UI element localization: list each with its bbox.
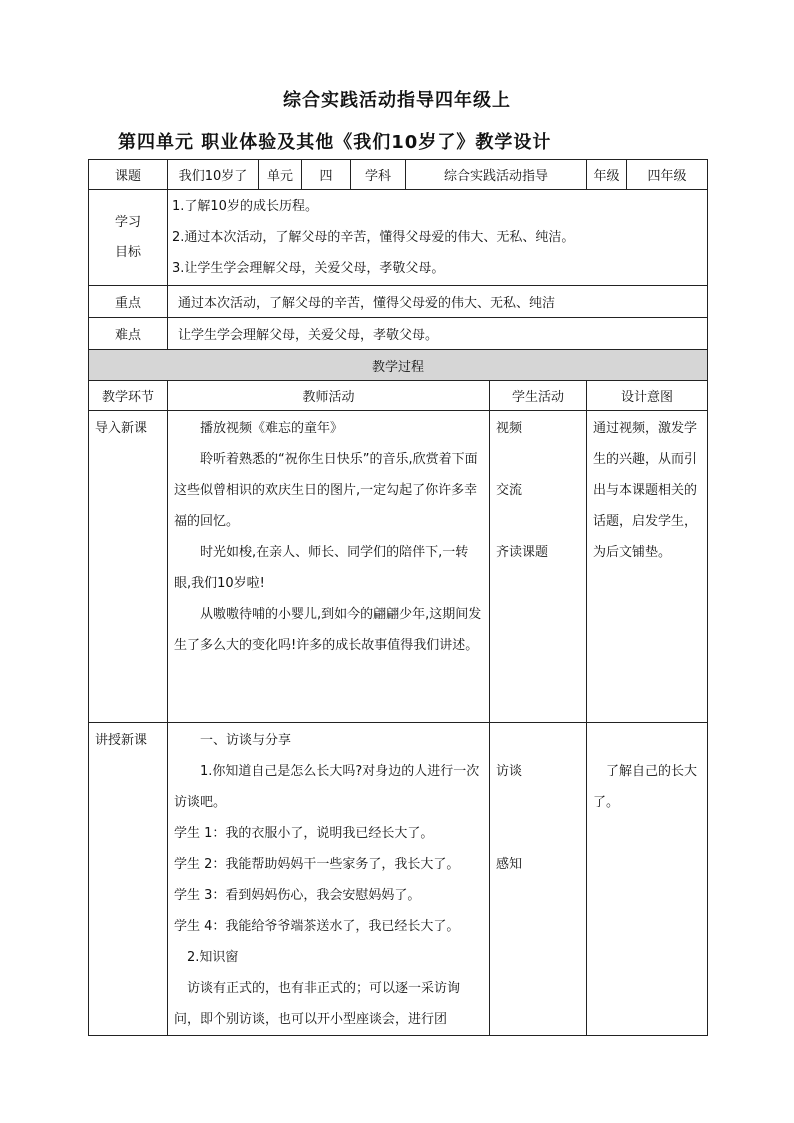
new-student-item: 感知 [496,857,523,872]
new-student-item: 访谈 [496,764,523,779]
intro-stage: 导入新课 [89,411,168,723]
intro-student-item: 交流 [496,483,523,498]
new-teacher-line: 一、访谈与分享 [200,733,292,748]
process-header: 教学过程 [89,350,708,381]
subject-label: 学科 [351,160,406,190]
goal-item: 1.了解10岁的成长历程。 [172,199,318,214]
intro-teacher-line: 聆听着熟悉的“祝你生日快乐”的音乐,欣赏着下面这些似曾相识的欢庆生日的图片,一定勾起了你许多幸福的回忆。 [174,452,478,529]
key-point-row [89,286,708,318]
intro-student [490,411,587,723]
new-student [490,723,587,1036]
new-teacher-line: 2.知识窗 [187,950,239,965]
topic-value: 我们10岁了 [168,160,259,190]
new-intent [587,723,708,1036]
unit-label: 单元 [259,160,302,190]
intro-teacher-line: 时光如梭,在亲人、师长、同学们的陪伴下,一转眼,我们10岁啦! [174,545,469,591]
new-teacher-line: 访谈有正式的，也有非正式的；可以逐一采访询问，即个别访谈，也可以开小型座谈会，进行团 [174,981,461,1027]
goals-label-line2: 目标 [114,244,141,260]
unit-value: 四 [302,160,351,190]
intro-student-item: 齐读课题 [496,545,549,560]
document-title: 综合实践活动指导四年级上 [283,90,511,111]
goal-item: 3.让学生学会理解父母，关爱父母，孝敬父母。 [172,261,445,276]
difficulty-label: 难点 [89,318,168,350]
subject-value: 综合实践活动指导 [406,160,587,190]
goals-label [89,190,168,286]
column-intent: 设计意图 [587,381,708,411]
new-teacher-line: 1.你知道自己是怎么长大吗?对身边的人进行一次访谈吧。 [174,764,480,810]
new-teacher-line: 学生 2：我能帮助妈妈干一些家务了，我长大了。 [174,857,460,872]
process-header-row [89,350,708,381]
key-point-text: 通过本次活动，了解父母的辛苦，懂得父母爱的伟大、无私、纯洁 [168,286,708,318]
new-teacher-line: 学生 3：看到妈妈伤心，我会安慰妈妈了。 [174,888,421,903]
document-subtitle: 第四单元 职业体验及其他《我们10岁了》教学设计 [118,132,552,153]
difficulty-text: 让学生学会理解父母，关爱父母，孝敬父母。 [168,318,708,350]
process-columns-row [89,381,708,411]
new-teacher-line: 学生 4：我能给爷爷端茶送水了，我已经长大了。 [174,919,460,934]
new-teacher-line: 学生 1：我的衣服小了，说明我已经长大了。 [174,826,434,841]
intro-teacher [168,411,490,723]
goal-item: 2.通过本次活动，了解父母的辛苦，懂得父母爱的伟大、无私、纯洁。 [172,230,575,245]
key-point-label: 重点 [89,286,168,318]
column-student: 学生活动 [490,381,587,411]
difficulty-row [89,318,708,350]
intro-teacher-line: 播放视频《难忘的童年》 [200,421,344,436]
new-intent-text: 了解自己的长大了。 [593,764,698,810]
intro-intent [587,411,708,723]
new-lesson-row [89,723,708,1036]
goals-list [168,190,708,286]
info-row [89,160,708,190]
grade-value: 四年级 [627,160,708,190]
goals-label-line1: 学习 [114,214,141,230]
intro-teacher-line: 从嗷嗷待哺的小婴儿,到如今的翩翩少年,这期间发生了多么大的变化吗!许多的成长故事值得我们讲述。 [174,607,482,653]
column-teacher: 教师活动 [168,381,490,411]
goals-row [89,190,708,286]
topic-label: 课题 [89,160,168,190]
intro-row [89,411,708,723]
column-stage: 教学环节 [89,381,168,411]
intro-student-item: 视频 [496,421,523,436]
lesson-plan-table [88,159,708,1036]
new-stage: 讲授新课 [89,723,168,1036]
grade-label: 年级 [587,160,627,190]
new-teacher [168,723,490,1036]
intro-intent-text: 通过视频，激发学生的兴趣，从而引出与本课题相关的话题，启发学生，为后文铺垫。 [593,421,698,560]
